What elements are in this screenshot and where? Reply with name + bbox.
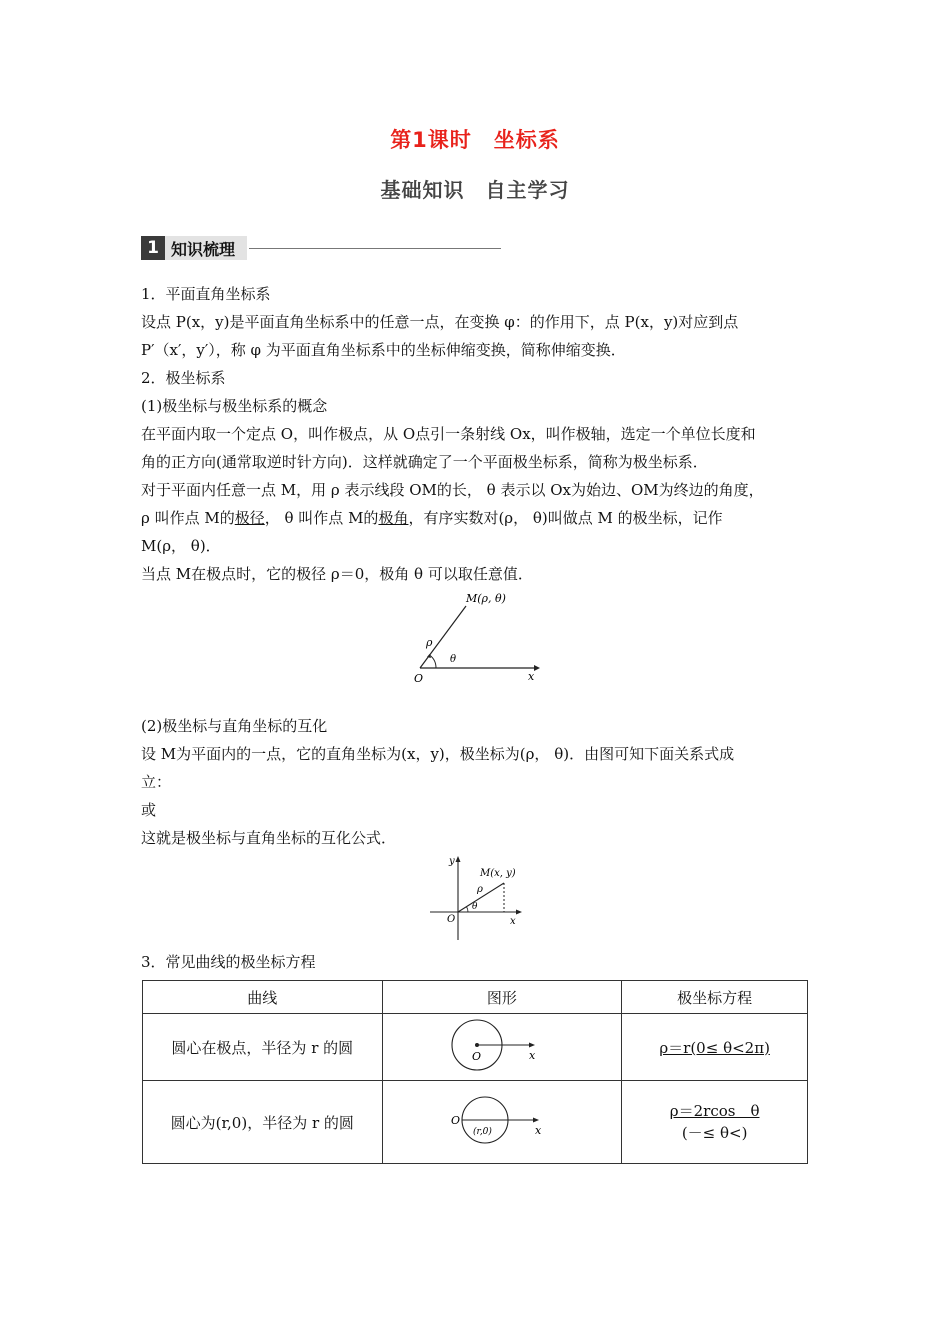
x-axis-arrow-icon xyxy=(516,910,522,915)
table-header-cell: 极坐标方程 xyxy=(622,981,808,1014)
page-title: 第1课时 坐标系 xyxy=(390,128,560,152)
paragraph-line: 设 M为平面内的一点，它的直角坐标为(x，y)，极坐标为(ρ， θ)．由图可知下面关系式成 xyxy=(141,745,735,763)
section-number: 1 xyxy=(141,236,165,260)
origin-label: O xyxy=(447,914,456,925)
equation-cell xyxy=(622,1014,808,1081)
table-row xyxy=(143,1081,808,1164)
origin-label: O xyxy=(414,672,424,684)
origin-label: O xyxy=(450,1114,460,1127)
polar-equation: ρ＝r(0≤ θ<2π) xyxy=(659,1038,770,1057)
curve-name-cell: 圆心为(r,0)，半径为 r 的圆 xyxy=(143,1081,383,1164)
table-header-cell: 曲线 xyxy=(143,981,383,1014)
axis-arrow-icon xyxy=(534,665,540,671)
polar-point-figure xyxy=(400,588,560,684)
y-axis-arrow-icon xyxy=(456,856,461,862)
text-run: ， θ 叫作点 M的 xyxy=(264,509,379,527)
paragraph-line: 设点 P(x，y)是平面直角坐标系中的任意一点，在变换 φ：的作用下，点 P(x，y)对应到点 xyxy=(141,313,739,331)
equation-range: (－≤ θ<) xyxy=(681,1124,748,1142)
center-label: (r,0) xyxy=(472,1127,492,1137)
rho-label: ρ xyxy=(477,884,483,895)
curve-figure-cell xyxy=(382,1081,622,1164)
paragraph-line: 立： xyxy=(141,773,172,791)
section-divider xyxy=(249,248,501,249)
axis-label-x: x xyxy=(510,916,516,927)
theta-label: θ xyxy=(472,902,478,912)
term-polar-angle: 极角 xyxy=(378,509,409,527)
table-header-cell: 图形 xyxy=(382,981,622,1014)
heading-cartesian: 1．平面直角坐标系 xyxy=(141,285,271,303)
axis-label-y: y xyxy=(449,856,455,867)
axis-label-x: x xyxy=(528,670,535,683)
curve-figure-cell xyxy=(382,1014,622,1081)
axis-arrow-icon xyxy=(533,1118,539,1123)
text-run: ，有序实数对(ρ， θ)叫做点 M 的极坐标，记作 xyxy=(408,509,723,527)
paragraph-line: 角的正方向(通常取逆时针方向)．这样就确定了一个平面极坐标系，简称为极坐标系． xyxy=(141,453,708,471)
table-header-row xyxy=(143,981,808,1014)
point-label-m: M(x, y) xyxy=(480,868,516,879)
curves-table xyxy=(142,980,808,1164)
polar-equation: ρ＝2rcos θ xyxy=(669,1102,760,1120)
conversion-figure xyxy=(428,852,528,944)
circle-through-pole-figure xyxy=(447,1090,557,1150)
term-polar-radius: 极径 xyxy=(234,509,265,527)
axis-arrow-icon xyxy=(529,1043,535,1048)
circle-at-pole-figure xyxy=(447,1015,557,1075)
paragraph-line: 这就是极坐标与直角坐标的互化公式． xyxy=(141,829,397,847)
paragraph-line: 当点 M在极点时，它的极径 ρ＝0，极角 θ 可以取任意值． xyxy=(141,565,533,583)
paragraph-line xyxy=(141,508,811,528)
section-header xyxy=(141,236,501,260)
axis-label-x: x xyxy=(534,1124,542,1137)
origin-label: O xyxy=(471,1050,481,1063)
heading-curves: 3．常见曲线的极坐标方程 xyxy=(141,953,316,971)
table-row xyxy=(143,1014,808,1081)
rho-label: ρ xyxy=(426,636,433,649)
paragraph-line: 在平面内取一个定点 O，叫作极点，从 O点引一条射线 Ox，叫作极轴，选定一个单位长度和 xyxy=(141,425,756,443)
paragraph-line: P′（x′，y′），称 φ 为平面直角坐标系中的坐标伸缩变换，简称伸缩变换． xyxy=(141,341,626,359)
axis-label-x: x xyxy=(528,1049,536,1062)
heading-polar: 2．极坐标系 xyxy=(141,369,226,387)
subheading-concept: (1)极坐标与极坐标系的概念 xyxy=(141,397,328,415)
angle-arc xyxy=(467,907,469,912)
text-run: ρ 叫作点 M的 xyxy=(141,509,235,527)
equation-cell xyxy=(622,1081,808,1164)
section-label: 知识梳理 xyxy=(165,236,247,260)
point-label-m: M(ρ, θ) xyxy=(466,592,506,605)
paragraph-line: M(ρ， θ)． xyxy=(141,537,221,555)
subheading-conversion: (2)极坐标与直角坐标的互化 xyxy=(141,717,328,735)
theta-label: θ xyxy=(450,654,457,665)
page-subtitle: 基础知识 自主学习 xyxy=(380,178,570,202)
paragraph-line: 或 xyxy=(141,801,157,819)
paragraph-line: 对于平面内任意一点 M，用 ρ 表示线段 OM的长， θ 表示以 Ox为始边、OM为终边的角度， xyxy=(141,481,764,499)
curve-name-cell: 圆心在极点，半径为 r 的圆 xyxy=(143,1014,383,1081)
